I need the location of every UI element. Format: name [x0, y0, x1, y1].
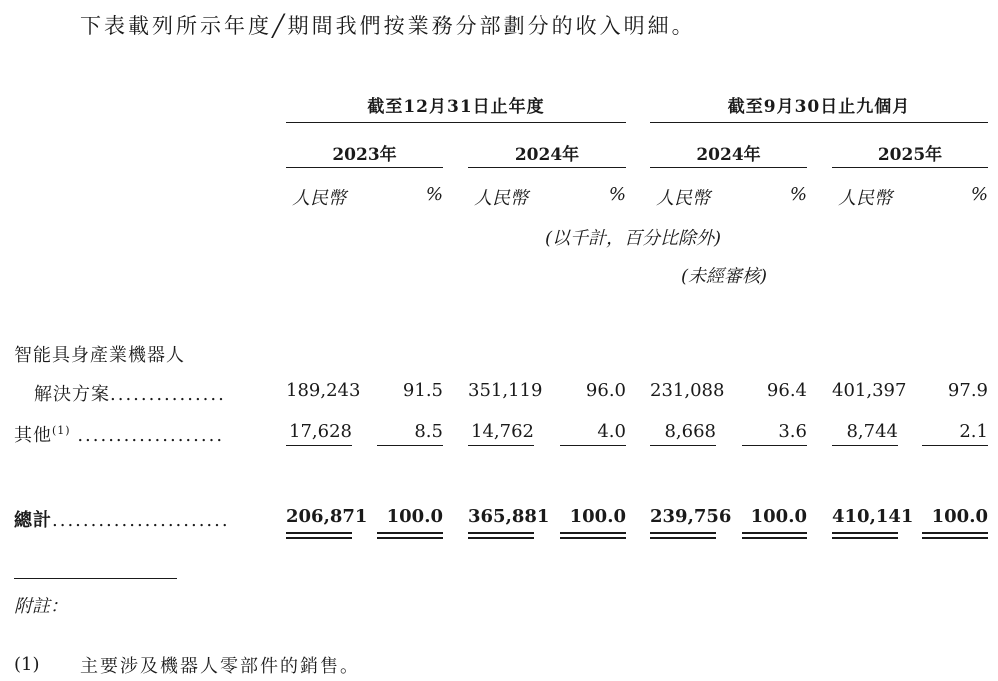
- percent-cell: 96.4: [766, 380, 807, 401]
- leader-dots: ...................: [77, 425, 225, 446]
- percent-cell: 91.5: [402, 380, 443, 401]
- total-label: [14, 506, 230, 532]
- total-value-cell: 239,756: [650, 506, 732, 527]
- footnote-marker: (1): [14, 654, 40, 675]
- total-double-rule: [922, 532, 988, 539]
- row-label: 智能具身產業機器人: [14, 345, 185, 366]
- value-cell: 14,762: [471, 421, 534, 442]
- year-header-2024-nine-months: 2024年: [696, 145, 761, 165]
- subtotal-rule: [742, 445, 807, 446]
- row-label-text: 其他: [14, 425, 52, 446]
- percent-header: %: [789, 184, 807, 205]
- percent-cell: 8.5: [414, 421, 443, 442]
- year-rule: [650, 167, 807, 168]
- year-rule: [832, 167, 988, 168]
- total-percent-cell: 100.0: [931, 506, 988, 527]
- footnote-ref: (1): [52, 424, 71, 437]
- notes-heading: 附註：: [14, 596, 68, 617]
- percent-cell: 96.0: [585, 380, 626, 401]
- total-value-cell: 410,141: [832, 506, 914, 527]
- year-rule: [468, 167, 626, 168]
- value-cell: 351,119: [468, 380, 543, 401]
- subtotal-rule: [468, 445, 534, 446]
- period-rule: [650, 122, 988, 123]
- subtotal-rule: [832, 445, 898, 446]
- percent-cell: 4.0: [597, 421, 626, 442]
- total-double-rule: [377, 532, 443, 539]
- notes-separator: [14, 578, 177, 579]
- value-cell: 401,397: [832, 380, 907, 401]
- currency-header: 人民幣: [656, 188, 710, 209]
- period-rule: [286, 122, 626, 123]
- row-label-continued: [34, 380, 226, 406]
- leader-dots: ...............: [110, 384, 226, 405]
- footnote-text: 主要涉及機器人零部件的銷售。: [80, 656, 360, 677]
- percent-header: %: [425, 184, 443, 205]
- total-double-rule: [286, 532, 352, 539]
- subtotal-rule: [922, 445, 988, 446]
- total-double-rule: [650, 532, 716, 539]
- percent-cell: 3.6: [778, 421, 807, 442]
- total-double-rule: [468, 532, 534, 539]
- total-double-rule: [560, 532, 626, 539]
- year-header-2025: 2025年: [877, 145, 943, 165]
- percent-cell: 2.1: [959, 421, 988, 442]
- unaudited-note: (未經審核): [681, 266, 768, 287]
- row-label-text: 解決方案: [34, 384, 110, 405]
- row-label-text: 總計: [14, 510, 52, 531]
- currency-header: 人民幣: [292, 188, 346, 209]
- total-double-rule: [742, 532, 807, 539]
- intro-text: 下表載列所示年度╱期間我們按業務分部劃分的收入明細。: [80, 14, 696, 38]
- subtotal-rule: [560, 445, 626, 446]
- subtotal-rule: [286, 445, 352, 446]
- total-percent-cell: 100.0: [569, 506, 626, 527]
- year-header-2024: 2024年: [514, 145, 580, 165]
- unit-note: (以千計，百分比除外): [545, 228, 722, 249]
- total-value-cell: 365,881: [468, 506, 550, 527]
- year-header-2023: 2023年: [332, 145, 397, 165]
- percent-cell: 97.9: [947, 380, 988, 401]
- row-label: [14, 421, 224, 447]
- value-cell: 17,628: [289, 421, 352, 442]
- currency-header: 人民幣: [474, 188, 528, 209]
- percent-header: %: [970, 184, 988, 205]
- subtotal-rule: [377, 445, 443, 446]
- value-cell: 231,088: [650, 380, 725, 401]
- value-cell: 8,668: [664, 421, 716, 442]
- total-value-cell: 206,871: [286, 506, 368, 527]
- period-header-nine-months: 截至9月30日止九個月: [727, 97, 911, 117]
- total-percent-cell: 100.0: [386, 506, 443, 527]
- year-rule: [286, 167, 443, 168]
- total-percent-cell: 100.0: [750, 506, 807, 527]
- currency-header: 人民幣: [838, 188, 892, 209]
- leader-dots: .......................: [52, 510, 230, 531]
- value-cell: 8,744: [846, 421, 898, 442]
- percent-header: %: [608, 184, 626, 205]
- period-header-year: 截至12月31日止年度: [367, 97, 545, 117]
- value-cell: 189,243: [286, 380, 361, 401]
- total-double-rule: [832, 532, 898, 539]
- subtotal-rule: [650, 445, 716, 446]
